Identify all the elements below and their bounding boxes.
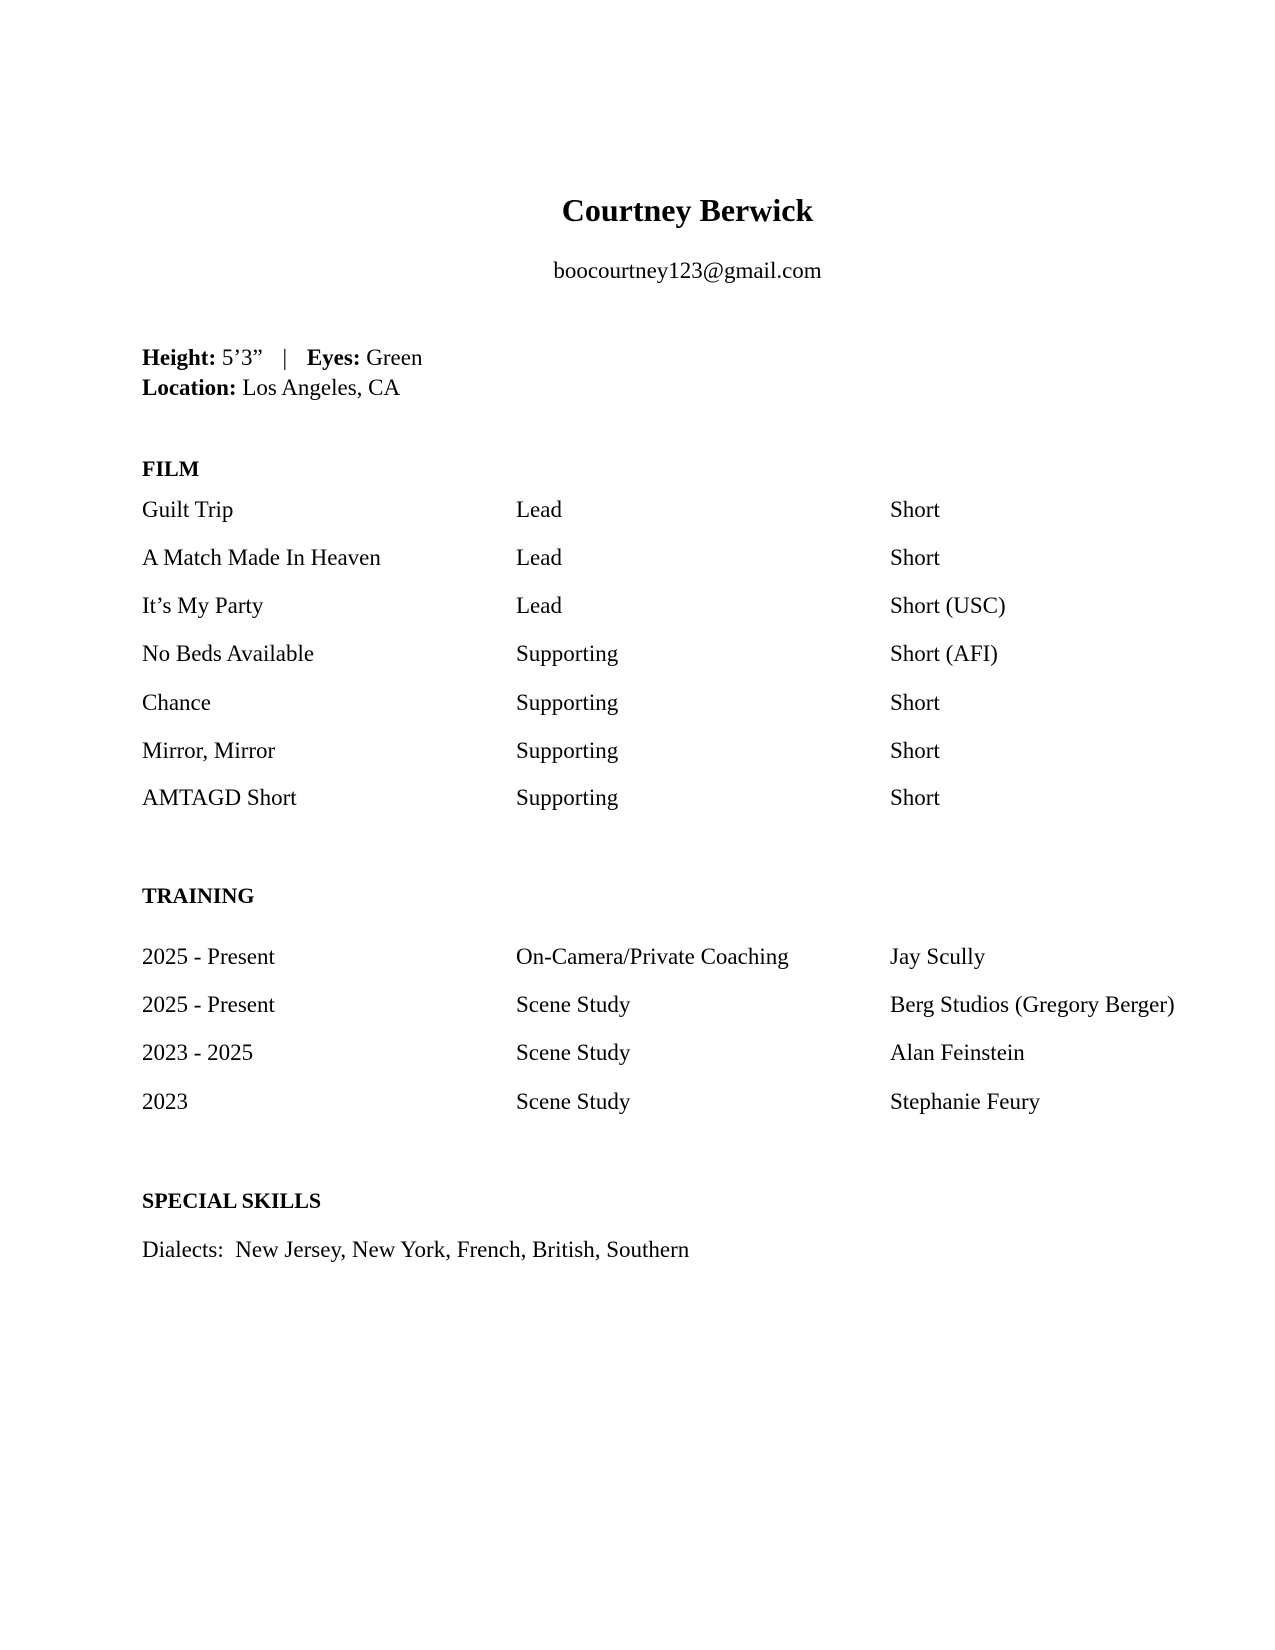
stats-separator: |	[282, 345, 288, 370]
film-type: Short	[890, 738, 940, 763]
film-row	[142, 738, 1242, 768]
height-label: Height:	[142, 345, 217, 370]
training-course: Scene Study	[516, 992, 631, 1017]
training-teacher: Berg Studios (Gregory Berger)	[890, 992, 1175, 1017]
training-years: 2025 - Present	[142, 944, 275, 969]
training-teacher: Alan Feinstein	[890, 1040, 1025, 1065]
film-role: Lead	[516, 593, 562, 618]
film-role: Supporting	[516, 690, 619, 715]
film-role: Supporting	[516, 738, 619, 763]
training-years: 2023 - 2025	[142, 1040, 254, 1065]
film-type: Short (AFI)	[890, 641, 998, 666]
film-row	[142, 785, 1242, 815]
location-label: Location:	[142, 375, 237, 400]
film-type: Short	[890, 545, 940, 570]
stats-line-2	[142, 373, 422, 403]
eyes-value: Green	[366, 345, 423, 370]
training-teacher: Jay Scully	[890, 944, 986, 969]
training-row	[142, 1040, 1242, 1070]
training-row	[142, 1089, 1242, 1119]
film-row	[142, 593, 1242, 623]
training-years: 2023	[142, 1089, 188, 1114]
film-section-title: FILM	[142, 456, 200, 481]
eyes-label: Eyes:	[306, 345, 361, 370]
film-title: No Beds Available	[142, 641, 315, 666]
film-row	[142, 545, 1242, 575]
training-course: Scene Study	[516, 1040, 631, 1065]
stats-block	[142, 343, 422, 403]
film-type: Short	[890, 497, 940, 522]
resume-email: boocourtney123@gmail.com	[553, 258, 822, 283]
training-teacher: Stephanie Feury	[890, 1089, 1041, 1114]
training-course: On-Camera/Private Coaching	[516, 944, 789, 969]
film-title: Chance	[142, 690, 211, 715]
film-title: A Match Made In Heaven	[142, 545, 381, 570]
film-title: Guilt Trip	[142, 497, 234, 522]
training-years: 2025 - Present	[142, 992, 275, 1017]
film-title: Mirror, Mirror	[142, 738, 276, 763]
stats-line-1	[142, 343, 422, 373]
special-skills-section-title: SPECIAL SKILLS	[142, 1188, 322, 1213]
film-role: Supporting	[516, 785, 619, 810]
height-value: 5’3”	[221, 345, 263, 370]
film-type: Short (USC)	[890, 593, 1006, 618]
resume-name: Courtney Berwick	[561, 192, 814, 228]
training-row	[142, 992, 1242, 1022]
location-value: Los Angeles, CA	[242, 375, 401, 400]
film-role: Lead	[516, 545, 562, 570]
film-row	[142, 641, 1242, 671]
film-role: Supporting	[516, 641, 619, 666]
training-section-title: TRAINING	[142, 883, 255, 908]
film-type: Short	[890, 785, 940, 810]
training-row	[142, 944, 1242, 974]
film-row	[142, 497, 1242, 527]
training-course: Scene Study	[516, 1089, 631, 1114]
film-title: AMTAGD Short	[142, 785, 297, 810]
film-role: Lead	[516, 497, 562, 522]
special-skills-text: Dialects: New Jersey, New York, French, British, Southern	[142, 1237, 690, 1262]
film-title: It’s My Party	[142, 593, 264, 618]
film-type: Short	[890, 690, 940, 715]
film-row	[142, 690, 1242, 720]
